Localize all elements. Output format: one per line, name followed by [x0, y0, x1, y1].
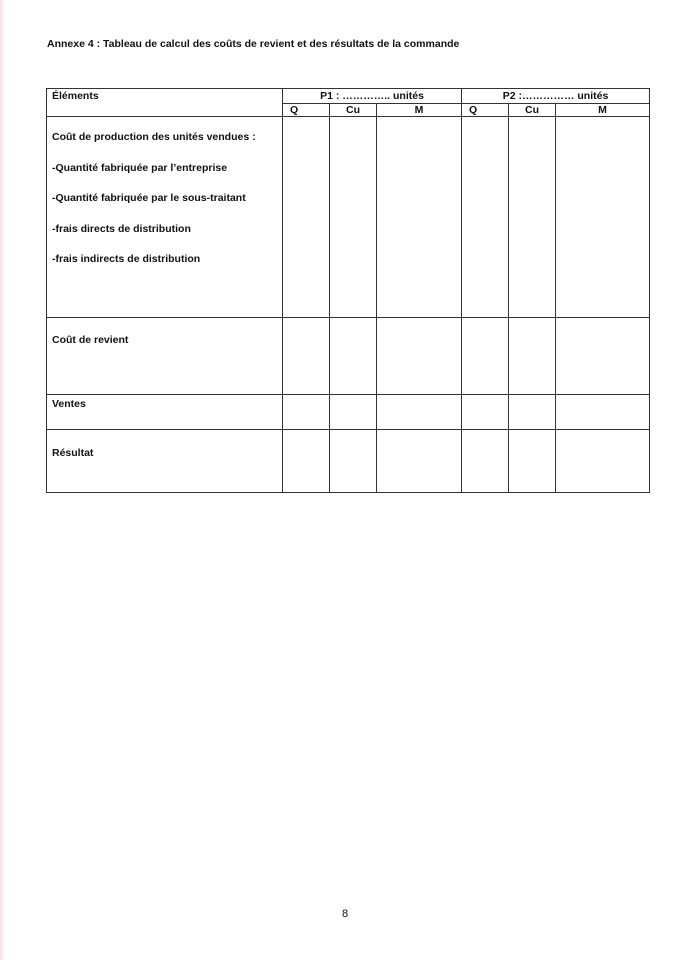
p2-m-cell[interactable] — [556, 117, 650, 318]
document-title: Annexe 4 : Tableau de calcul des coûts de revient et des résultats de la commande — [47, 38, 460, 50]
p2-q-cell[interactable] — [462, 117, 509, 318]
p1-q-cell[interactable] — [283, 117, 330, 318]
p1-m-header: M — [377, 104, 462, 117]
p2-cu-header: Cu — [509, 104, 556, 117]
p1-q-cell[interactable] — [283, 430, 330, 493]
label-cost-price: Coût de revient — [47, 318, 283, 395]
p1-m-cell[interactable] — [377, 430, 462, 493]
product-p1-header: P1 : ………….. unités — [283, 89, 462, 104]
p1-cu-cell[interactable] — [330, 430, 377, 493]
p2-cu-cell[interactable] — [509, 395, 556, 430]
p1-cu-cell[interactable] — [330, 117, 377, 318]
page-number: 8 — [341, 908, 349, 920]
label-direct-distribution-costs: -frais directs de distribution — [52, 222, 191, 235]
label-quantity-subcontractor: -Quantité fabriquée par le sous-traitant — [52, 192, 246, 204]
p2-q-cell[interactable] — [462, 395, 509, 430]
label-indirect-distribution-costs: -frais indirects de distribution — [52, 253, 201, 265]
p2-m-cell[interactable] — [556, 318, 650, 395]
label-quantity-company: -Quantité fabriquée par l’entreprise — [52, 161, 228, 174]
p1-cu-cell[interactable] — [330, 395, 377, 430]
p2-q-cell[interactable] — [462, 318, 509, 395]
page-edge-shadow — [0, 0, 5, 960]
p1-q-header: Q — [283, 104, 330, 117]
p1-m-cell[interactable] — [377, 395, 462, 430]
label-result: Résultat — [47, 430, 283, 493]
cost-calculation-table — [46, 88, 650, 493]
p2-q-header: Q — [462, 104, 509, 117]
p1-cu-cell[interactable] — [330, 318, 377, 395]
p1-m-cell[interactable] — [377, 117, 462, 318]
product-p2-header: P2 :…………… unités — [462, 89, 650, 104]
elements-header: Éléments — [47, 89, 283, 117]
p2-q-cell[interactable] — [462, 430, 509, 493]
p2-m-cell[interactable] — [556, 395, 650, 430]
label-sales: Ventes — [47, 395, 283, 430]
cost-price-row — [47, 318, 650, 395]
p2-cu-cell[interactable] — [509, 430, 556, 493]
sales-row — [47, 395, 650, 430]
p1-m-cell[interactable] — [377, 318, 462, 395]
production-cost-row — [47, 117, 650, 318]
p2-cu-cell[interactable] — [509, 318, 556, 395]
production-cost-labels — [47, 117, 283, 318]
p1-q-cell[interactable] — [283, 318, 330, 395]
header-row-products — [47, 89, 650, 104]
p1-cu-header: Cu — [330, 104, 377, 117]
p2-m-header: M — [556, 104, 650, 117]
result-row — [47, 430, 650, 493]
p1-q-cell[interactable] — [283, 395, 330, 430]
p2-m-cell[interactable] — [556, 430, 650, 493]
production-cost-heading: Coût de production des unités vendues : — [52, 131, 256, 143]
p2-cu-cell[interactable] — [509, 117, 556, 318]
